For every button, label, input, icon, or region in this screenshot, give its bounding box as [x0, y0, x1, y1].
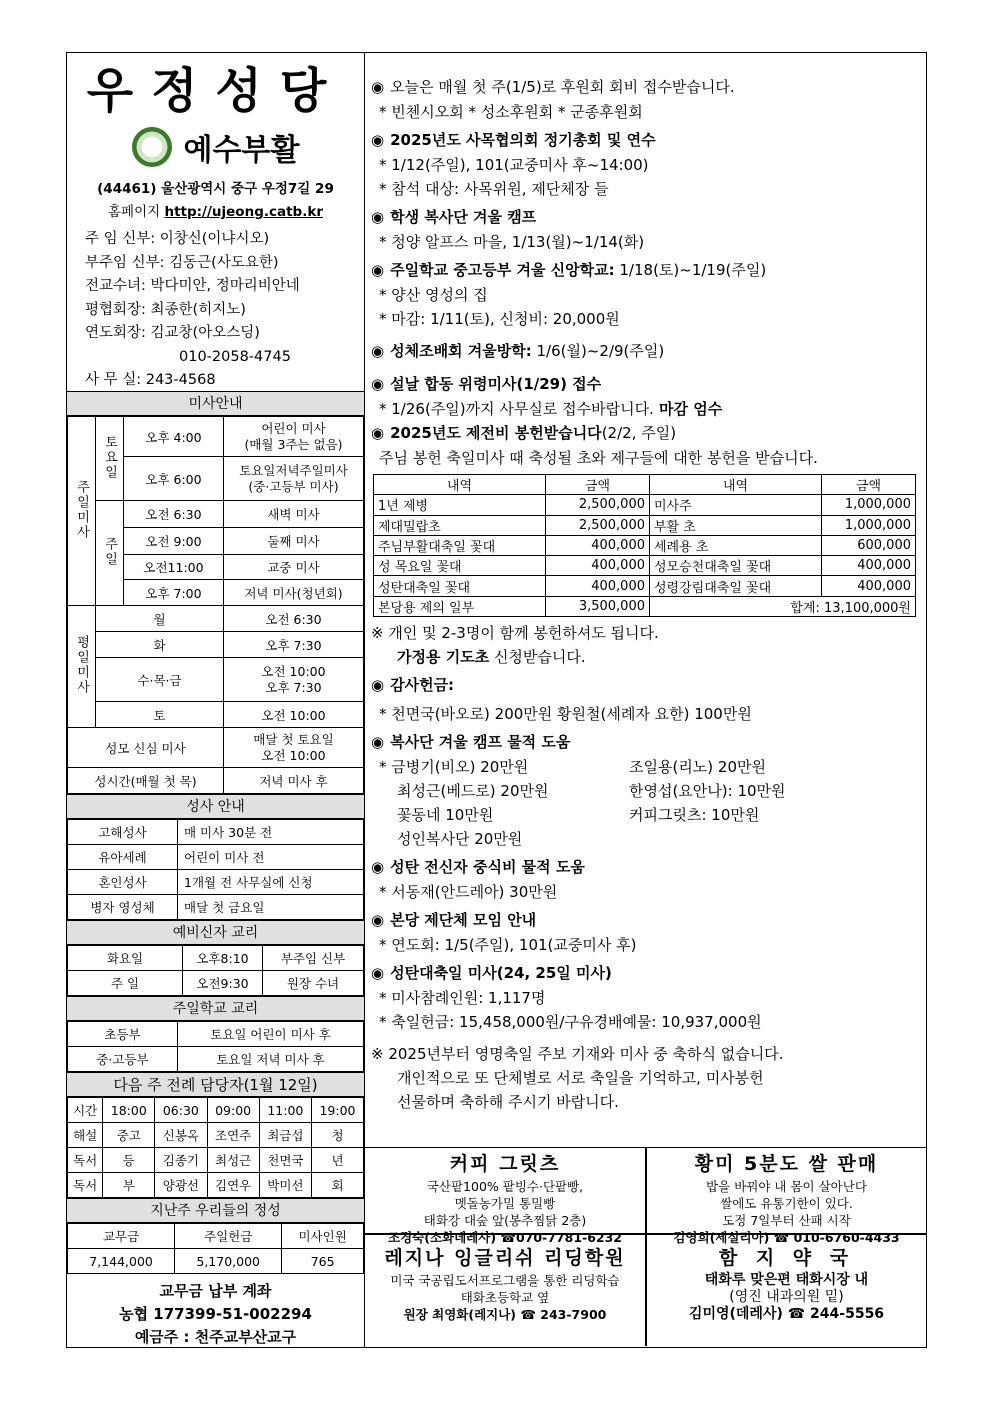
notice-head: 감사헌금:: [390, 676, 455, 695]
bank-title: 교무금 납부 계좌: [159, 1282, 272, 1300]
offer-item: 성령강림대축일 꽃대: [650, 576, 822, 596]
sacrament-name: 혼인성사: [68, 870, 178, 895]
school-desc: 토요일 어린이 미사 후: [178, 1022, 364, 1047]
mass-desc: 교중 미사: [224, 555, 364, 580]
bank-info: [67, 1274, 364, 1349]
offer-item: 제대밀랍초: [374, 515, 546, 535]
offer-header: 내역: [374, 475, 546, 495]
ad-title: 레지나 잉글리쉬 리딩학원: [384, 1247, 626, 1269]
church-logo-icon: [132, 127, 172, 167]
subtitle: 예수부활: [183, 133, 300, 168]
offer-item: 세례용 초: [650, 535, 822, 555]
notice-sub: 주님 봉헌 축일미사 때 축성될 초와 제구들에 대한 봉헌을 받습니다.: [379, 449, 818, 467]
offer-item: 주님부활대축일 꽃대: [374, 535, 546, 555]
liturgy-cell: 중고: [103, 1123, 155, 1148]
catechumen-time: 오전9:30: [183, 971, 263, 996]
notice-head: 성체조배회 겨울방학:: [390, 342, 532, 360]
notice-date: 1/6(월)~2/9(주일): [531, 342, 665, 360]
school-group: 중·고등부: [68, 1047, 178, 1072]
liturgy-cell: 김연우: [207, 1173, 259, 1198]
offering-label: 미사인원: [282, 1224, 364, 1249]
liturgy-cell: 청: [312, 1123, 364, 1148]
liturgy-cell: 독서: [68, 1173, 103, 1198]
offer-amount: 2,500,000: [546, 515, 650, 535]
ad-line: 국산팥100% 팥빙수·단팥빵,: [426, 1179, 584, 1194]
notice-date: 1/18(토)~1/19(주일): [614, 261, 767, 279]
offer-item: 성 목요일 꽃대: [374, 556, 546, 576]
liturgy-cell: 19:00: [312, 1098, 364, 1123]
offer-amount: 600,000: [822, 535, 916, 555]
notice-head: 설날 합동 위령미사(1/29) 접수: [390, 375, 602, 393]
notice-sub: * 천면국(바오로) 200만원 황원철(세례자 요한) 100만원: [379, 705, 752, 724]
mass-desc: 둘째 미사: [224, 528, 364, 555]
liturgy-cell: 회: [312, 1173, 364, 1198]
ad-line: 태화강 대숲 앞(봉추찜닭 2층): [423, 1213, 587, 1228]
catechumen-head: 예비신자 교리: [67, 920, 364, 945]
offering-head: 지난주 우리들의 정성: [67, 1198, 364, 1223]
ad-contact: 김미영(데레사) ☎ 244-5556: [688, 1306, 885, 1322]
liturgy-head: 다음 주 전례 담당자(1월 12일): [67, 1072, 364, 1097]
offer-item: 성모승천대축일 꽃대: [650, 556, 822, 576]
mass-table: [67, 416, 364, 794]
bullet-icon: ◉: [371, 858, 385, 877]
sacrament-name: 병자 영성체: [68, 895, 178, 920]
sacrament-desc: 1개월 전 사무실에 신청: [178, 870, 364, 895]
donor: 최성근(베드로) 20만원: [397, 782, 549, 801]
offer-item: 성탄대축일 꽃대: [374, 576, 546, 596]
marian-mass-time: 매달 첫 토요일 오전 10:00: [224, 728, 364, 768]
bullet-icon: ◉: [371, 424, 385, 442]
staff-name: 최종한(히지노): [150, 301, 246, 318]
bullet-icon: ◉: [371, 733, 385, 752]
notice-note: 신청받습니다.: [489, 648, 586, 667]
sunday-label: 주일: [96, 501, 124, 606]
notice-head: 오늘은 매월 첫 주(1/5)로 후원회 회비 접수받습니다.: [390, 78, 735, 96]
holy-hour-label: 성시간(매월 첫 목): [68, 768, 224, 794]
weekday-day: 화: [96, 632, 224, 658]
notice-sub: * 서동재(안드레아) 30만원: [379, 883, 558, 902]
weekday-day: 월: [96, 606, 224, 632]
ad-line: 태화초등학교 옆: [460, 1290, 550, 1305]
offer-amount: 2,500,000: [546, 495, 650, 515]
liturgy-cell: 최성근: [207, 1148, 259, 1173]
offer-item: 본당용 제의 일부: [374, 596, 546, 616]
notice-emphasis: 마감 엄수: [653, 400, 723, 418]
catechumen-time: 오후8:10: [183, 946, 263, 971]
notice-sub: * 양산 영성의 집: [379, 286, 488, 304]
mass-desc: 토요일저녁주일미사 (중·고등부 미사): [224, 457, 364, 501]
liturgy-cell: 조연주: [207, 1123, 259, 1148]
notice-sub: * 축일헌금: 15,458,000원/구유경배예물: 10,937,000원: [379, 1013, 762, 1032]
ad-line: 밥을 바꿔야 내 몸이 살아난다: [706, 1179, 867, 1194]
donor: 커피그릿츠: 10만원: [629, 806, 760, 825]
offering-label: 주일헌금: [175, 1224, 282, 1249]
offer-header: 금액: [546, 475, 650, 495]
weekday-day: 토: [96, 702, 224, 728]
staff-role: 평협회장:: [85, 301, 146, 318]
right-column: [365, 53, 926, 1347]
offering-table: [67, 1223, 364, 1274]
sunday-mass-label: 주일미사: [68, 417, 96, 606]
donor: * 금병기(비오) 20만원: [379, 758, 529, 777]
staff-name: 김동근(사도요한): [169, 254, 279, 271]
sacraments-head: 성사 안내: [67, 794, 364, 819]
ad-contact: 원장 최영화(레지나) ☎ 243-7900: [403, 1307, 607, 1322]
sacrament-desc: 매달 첫 금요일: [178, 895, 364, 920]
offer-item: 부활 초: [650, 515, 822, 535]
notice-sub: * 미사참례인원: 1,117명: [379, 989, 546, 1008]
catechumen-who: 원장 수녀: [263, 971, 364, 996]
offering-value: 765: [282, 1249, 364, 1274]
ad-reading: [365, 1244, 645, 1323]
notice-note: ※ 개인 및 2-3명이 함께 봉헌하셔도 됩니다.: [371, 624, 659, 643]
offer-amount: 400,000: [546, 576, 650, 596]
weekday-time: 오전 10:00 오후 7:30: [224, 658, 364, 702]
mass-time: 오후 6:00: [124, 457, 224, 501]
weekday-time: 오전 6:30: [224, 606, 364, 632]
notice-sub: * 마감: 1/11(토), 신청비: 20,000원: [379, 310, 620, 328]
offer-amount: 1,000,000: [822, 495, 916, 515]
catechumen-who: 부주임 신부: [263, 946, 364, 971]
notice-head: 성탄 전신자 중식비 물적 도움: [390, 858, 585, 877]
marian-mass-label: 성모 신심 미사: [68, 728, 224, 768]
catechumen-day: 주 일: [68, 971, 183, 996]
notice-head: 2025년도 사목협의회 정기총회 및 연수: [390, 131, 656, 149]
homepage-link[interactable]: http://ujeong.catb.kr: [164, 204, 323, 220]
liturgy-cell: 신봉옥: [155, 1123, 207, 1148]
notice-note-emphasis: 가정용 기도초: [397, 648, 490, 667]
donor: 한영섭(요안나): 10만원: [629, 782, 786, 801]
notice-head: 주일학교 중고등부 겨울 신앙학교:: [390, 261, 615, 279]
notice-sub: * 1/26(주일)까지 사무실로 접수바랍니다.: [379, 400, 654, 418]
ad-title: 황미 5분도 쌀 판매: [694, 1153, 879, 1175]
offer-item: 미사주: [650, 495, 822, 515]
bullet-icon: ◉: [371, 676, 385, 695]
saturday-label: 토요일: [96, 417, 124, 501]
offer-table: [373, 474, 916, 617]
homepage-label: 홈페이지: [108, 204, 161, 220]
weekday-mass-label: 평일미사: [68, 606, 96, 728]
offer-amount: 1,000,000: [822, 515, 916, 535]
offering-value: 7,144,000: [68, 1249, 175, 1274]
notice-sub: * 청양 알프스 마을, 1/13(월)~1/14(화): [379, 233, 645, 251]
notice-head: 학생 복사단 겨울 캠프: [390, 208, 537, 226]
mass-time: 오전 6:30: [124, 501, 224, 528]
offer-amount: 3,500,000: [546, 596, 650, 616]
sacrament-desc: 어린이 미사 전: [178, 845, 364, 870]
donor: 성인복사단 20만원: [397, 830, 523, 849]
catechumen-table: [67, 945, 364, 996]
ad-rice: [647, 1150, 926, 1246]
notices-lower: [365, 617, 926, 1114]
sunday-school-head: 주일학교 교리: [67, 996, 364, 1021]
liturgy-cell: 천면국: [259, 1148, 311, 1173]
liturgy-cell: 해설: [68, 1123, 103, 1148]
notice-note: 선물하며 축하해 주시기 바랍니다.: [397, 1093, 619, 1112]
church-title: 우정성당: [86, 63, 345, 119]
sacrament-name: 유아세례: [68, 845, 178, 870]
catechumen-day: 화요일: [68, 946, 183, 971]
offer-header: 내역: [650, 475, 822, 495]
notices: [365, 53, 926, 470]
ad-title: 함 지 약 국: [718, 1247, 855, 1269]
ads-area: [365, 1147, 926, 1347]
ad-contact: 조경숙(소화데레사) ☎070-7781-6232: [388, 1230, 622, 1245]
ad-line: 도정 7일부터 산패 시작: [722, 1213, 851, 1228]
mass-desc: 저녁 미사(청년회): [224, 580, 364, 606]
homepage: [67, 202, 364, 222]
liturgy-cell: 시간: [68, 1098, 103, 1123]
bank-holder: 예금주 : 천주교부산교구: [134, 1328, 297, 1346]
sacraments-table: [67, 819, 364, 920]
sacrament-name: 고해성사: [68, 820, 178, 845]
weekday-day: 수·목·금: [96, 658, 224, 702]
offer-item: 1년 제병: [374, 495, 546, 515]
notice-head: 본당 제단체 모임 안내: [390, 911, 537, 930]
mass-head: 미사안내: [67, 391, 364, 416]
staff-name: 김교창(아오스딩): [150, 325, 260, 341]
notice-note: ※ 2025년부터 영명축일 주보 기재와 미사 중 축하식 없습니다.: [371, 1045, 784, 1064]
donor: 조일용(리노) 20만원: [629, 758, 766, 777]
offer-amount: 400,000: [822, 576, 916, 596]
liturgy-table: [67, 1097, 364, 1198]
ad-line: (영진 내과의원 밑): [729, 1289, 844, 1305]
notice-head: 2025년도 제전비 봉헌받습니다: [390, 424, 602, 442]
school-desc: 토요일 저녁 미사 후: [178, 1047, 364, 1072]
staff-role: 부주임 신부:: [85, 254, 165, 271]
bullet-icon: ◉: [371, 342, 385, 360]
staff-name: 243-4568: [145, 372, 216, 388]
offering-label: 교무금: [68, 1224, 175, 1249]
bullet-icon: ◉: [371, 208, 385, 226]
liturgy-cell: 18:00: [103, 1098, 155, 1123]
bullet-icon: ◉: [371, 131, 385, 149]
ad-pharmacy: [647, 1244, 926, 1323]
subtitle-row: [67, 125, 364, 169]
bullet-icon: ◉: [371, 78, 385, 96]
liturgy-cell: 독서: [68, 1148, 103, 1173]
holy-hour-time: 저녁 미사 후: [224, 768, 364, 794]
ad-line: 쌀에도 유통기한이 있다.: [720, 1196, 853, 1211]
address: (44461) 울산광역시 중구 우정7길 29: [97, 181, 334, 197]
notice-head: 복사단 겨울 캠프 물적 도움: [390, 733, 571, 752]
offering-value: 5,170,000: [175, 1249, 282, 1274]
notice-sub: * 참석 대상: 사목위원, 제단체장 들: [379, 180, 609, 198]
liturgy-cell: 김종기: [155, 1148, 207, 1173]
sacrament-desc: 매 미사 30분 전: [178, 820, 364, 845]
staff-name: 박다미안, 정마리비안네: [150, 278, 300, 294]
staff-role: 전교수녀:: [85, 278, 146, 294]
notice-sub: * 1/12(주일), 101(교중미사 후~14:00): [379, 156, 649, 174]
staff-list: [85, 228, 364, 393]
notice-sub: * 연도회: 1/5(주일), 101(교중미사 후): [379, 936, 637, 955]
mass-time: 오후 4:00: [124, 417, 224, 457]
ad-coffee: [365, 1150, 645, 1246]
ad-line: 멧돌농가밀 통밀빵: [454, 1196, 556, 1211]
mass-desc: 새벽 미사: [224, 501, 364, 528]
offer-total: 합계: 13,100,000원: [650, 596, 916, 616]
donor: 꽃동네 10만원: [397, 806, 494, 825]
liturgy-cell: 박미선: [259, 1173, 311, 1198]
sunday-school-table: [67, 1021, 364, 1072]
ad-contact: 김영희(세실리아) ☎ 010-6760-4433: [673, 1230, 900, 1245]
notice-head: 성탄대축일 미사(24, 25일 미사): [390, 964, 612, 983]
liturgy-cell: 등: [103, 1148, 155, 1173]
left-column: [67, 53, 365, 1347]
liturgy-cell: 년: [312, 1148, 364, 1173]
ad-line: 태화루 맞은편 태화시장 내: [704, 1272, 869, 1288]
mass-time: 오전11:00: [124, 555, 224, 580]
staff-phone: 010-2058-4745: [179, 348, 291, 365]
offer-amount: 400,000: [822, 556, 916, 576]
bulletin-page: [66, 52, 927, 1348]
ad-title: 커피 그릿츠: [449, 1153, 561, 1175]
bullet-icon: ◉: [371, 375, 385, 393]
bullet-icon: ◉: [371, 261, 385, 279]
mass-time: 오후 7:00: [124, 580, 224, 606]
liturgy-cell: 09:00: [207, 1098, 259, 1123]
mass-desc: 어린이 미사 (매월 3주는 없음): [224, 417, 364, 457]
notice-sub: * 빈첸시오회 * 성소후원회 * 군종후원회: [379, 103, 643, 121]
liturgy-cell: 11:00: [259, 1098, 311, 1123]
notice-date: (2/2, 주일): [601, 424, 677, 442]
weekday-time: 오후 7:30: [224, 632, 364, 658]
school-group: 초등부: [68, 1022, 178, 1047]
bank-account: 농협 177399-51-002294: [119, 1305, 312, 1323]
bullet-icon: ◉: [371, 911, 385, 930]
bullet-icon: ◉: [371, 964, 385, 983]
offer-header: 금액: [822, 475, 916, 495]
notice-note: 개인적으로 또 단체별로 서로 축일을 기억하고, 미사봉헌: [397, 1069, 764, 1088]
ad-line: 미국 국공립도서프로그램을 통한 리딩학습: [390, 1273, 620, 1288]
staff-role: 주 임 신부:: [85, 231, 156, 247]
staff-name: 이창신(이냐시오): [159, 231, 270, 247]
staff-role: 연도회장:: [85, 325, 146, 341]
mass-time: 오전 9:00: [124, 528, 224, 555]
liturgy-cell: 양광선: [155, 1173, 207, 1198]
offer-amount: 400,000: [546, 535, 650, 555]
liturgy-cell: 부: [103, 1173, 155, 1198]
staff-role: 사 무 실:: [85, 372, 142, 388]
weekday-time: 오전 10:00: [224, 702, 364, 728]
liturgy-cell: 최금섭: [259, 1123, 311, 1148]
offer-amount: 400,000: [546, 556, 650, 576]
liturgy-cell: 06:30: [155, 1098, 207, 1123]
